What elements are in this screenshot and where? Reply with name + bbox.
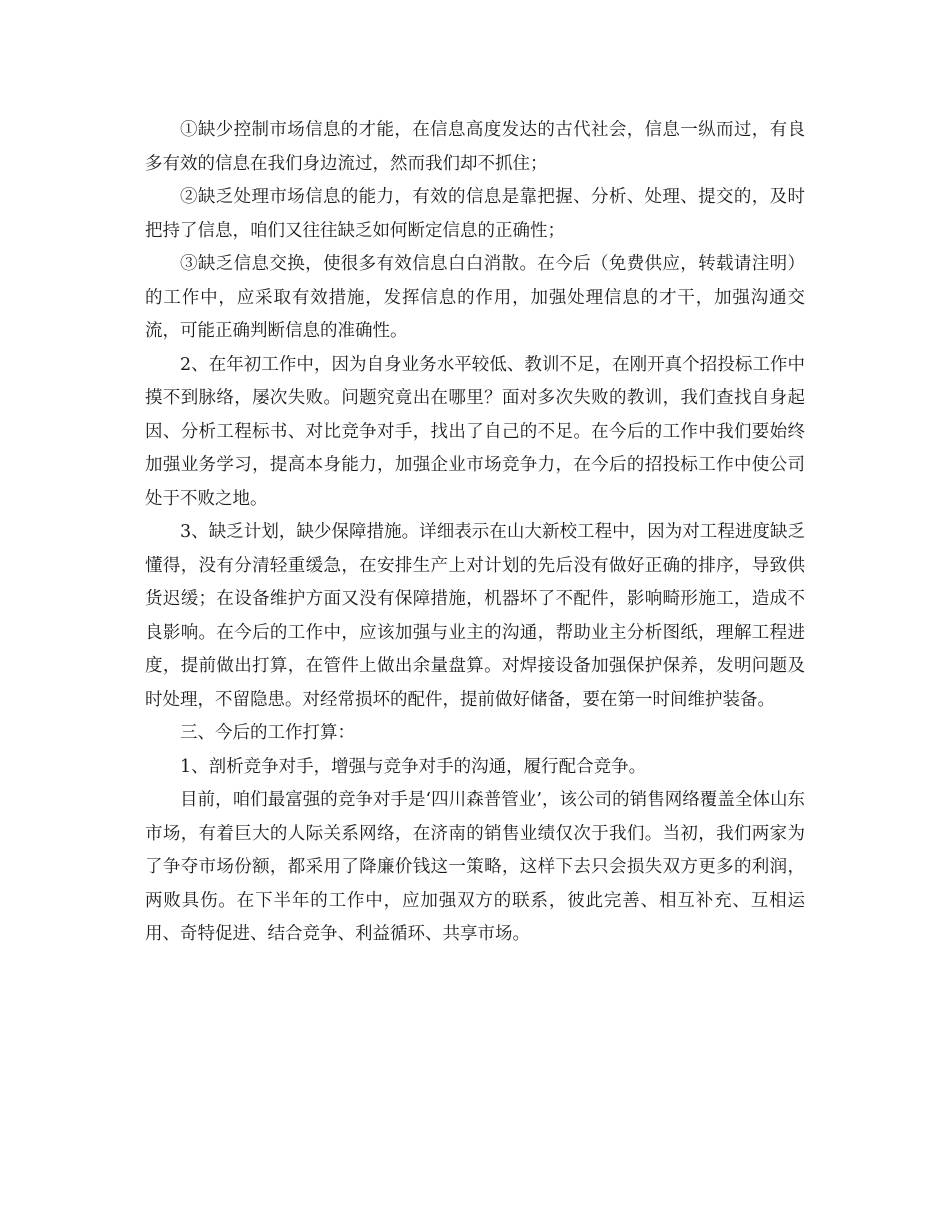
paragraph-competitor-analysis: 1、剖析竞争对手，增强与竞争对手的沟通，履行配合竞争。: [180, 756, 647, 777]
paragraph-info-exchange: ③缺乏信息交换，使很多有效信息白白消散。在今后（免费供应，转载请注明）的工作中，应采取有效措施，发挥信息的作用，加强处理信息的才干，加强沟通交流，可能正确判断信息的准确性。: [145, 254, 805, 341]
paragraph-planning-lack: 3、缺乏计划，缺少保障措施。详细表示在山大新校工程中，因为对工程进度缺乏懂得，没有分清轻重缓急，在安排生产上对计划的先后没有做好正确的排序，导致供货迟缓；在设备维护方面又没有保障措施，机器坏了不配件，影响畸形施工，造成不良影响。在今后的工作中，应该加强与业主的沟通，帮助业主分析图纸，理解工程进度，提前做出打算，在管件上做出余量盘算。对焊接设备加强保护保养，发明问题及时处理，不留隐患。对经常损坏的配件，提前做好储备，要在第一时间维护装备。: [145, 522, 805, 710]
paragraph-info-processing: ②缺乏处理市场信息的能力，有效的信息是靠把握、分析、处理、提交的，及时把持了信息，咱们又往往缺乏如何断定信息的正确性；: [145, 187, 805, 241]
paragraph-main-competitor: 目前，咱们最富强的竞争对手是‘四川森普管业’，该公司的销售网络覆盖全体山东市场，有着巨大的人际关系网络，在济南的销售业绩仅次于我们。当初，我们两家为了争夺市场份额，都采用了降廉价钱这一策略，这样下去只会损失双方更多的利润，两败具伤。在下半年的工作中，应加强双方的联系，彼此完善、相互补充、互相运用、奇特促进、结合竞争、利益循环、共享市场。: [145, 790, 805, 944]
document-body: [145, 114, 805, 952]
paragraph-info-control: ①缺少控制市场信息的才能，在信息高度发达的古代社会，信息一纵而过，有良多有效的信息在我们身边流过，然而我们却不抓住；: [145, 120, 805, 174]
section-heading-future-plan: 三、今后的工作打算：: [180, 723, 355, 743]
paragraph-bidding-experience: 2、在年初工作中，因为自身业务水平较低、教训不足，在刚开真个招投标工作中摸不到脉络，屡次失败。问题究竟出在哪里？面对多次失败的教训，我们查找自身起因、分析工程标书、对比竞争对手，找出了自己的不足。在今后的工作中我们要始终加强业务学习，提高本身能力，加强企业市场竞争力，在今后的招投标工作中使公司处于不败之地。: [145, 354, 805, 509]
